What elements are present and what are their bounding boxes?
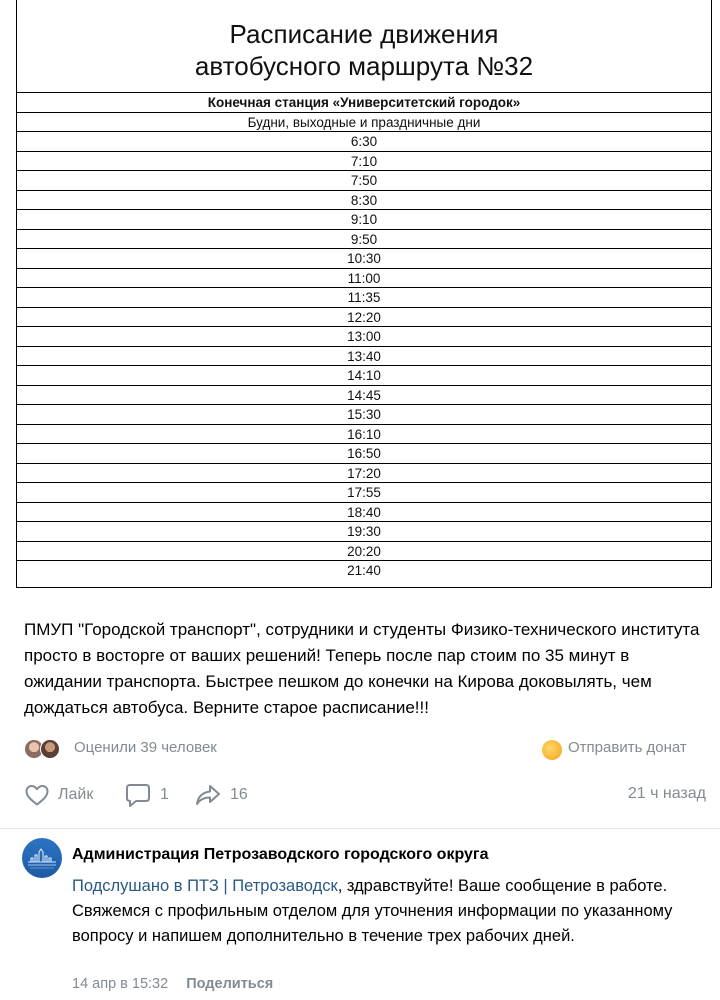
schedule-time-row: 14:10 xyxy=(17,365,711,385)
schedule-time-row: 8:30 xyxy=(17,190,711,210)
comments-count: 1 xyxy=(160,786,169,803)
comment-body: , здравствуйте! Ваше сообщение в работе. Свяжемся с профильным отделом для уточнения информации по указанному вопросу и напишем дополнительно в течение трех рабочих дней. xyxy=(72,877,673,945)
schedule-station: Конечная станция «Университетский городок» xyxy=(17,92,711,112)
schedule-days: Будни, выходные и праздничные дни xyxy=(17,112,711,132)
schedule-time-row: 20:20 xyxy=(17,541,711,561)
schedule-time-row: 18:40 xyxy=(17,502,711,522)
post-text: ПМУП "Городской транспорт", сотрудники и студенты Физико-технического института просто в восторге от ваших решений! Теперь после пар стоим по 35 минут в ожидании транспорта. Быстрее пешком до конечки на Кирова доковылять, чем дождаться автобуса. Верните старое расписание!!! xyxy=(24,620,700,717)
schedule-title xyxy=(17,0,711,92)
city-skyline-icon xyxy=(22,838,62,878)
schedule-time-row: 9:10 xyxy=(17,209,711,229)
schedule-time-row: 13:00 xyxy=(17,326,711,346)
comment-mention[interactable]: Подслушано в ПТЗ | Петрозаводск xyxy=(72,877,338,895)
schedule-time-row: 16:10 xyxy=(17,424,711,444)
comment-author-avatar[interactable] xyxy=(22,838,62,878)
schedule-time-row: 13:40 xyxy=(17,346,711,366)
likes-summary[interactable]: Оценили 39 человек xyxy=(74,739,217,756)
schedule-time-row: 7:10 xyxy=(17,151,711,171)
avatar xyxy=(40,739,60,759)
donate-label: Отправить донат xyxy=(568,739,687,756)
donate-button[interactable] xyxy=(542,738,708,760)
schedule-time-row: 17:20 xyxy=(17,463,711,483)
heart-icon xyxy=(24,783,50,807)
schedule-time-row: 17:55 xyxy=(17,482,711,502)
schedule-time-row: 14:45 xyxy=(17,385,711,405)
schedule-time-row: 6:30 xyxy=(17,131,711,151)
schedule-time-row: 19:30 xyxy=(17,521,711,541)
comment-text xyxy=(72,874,708,949)
divider xyxy=(0,828,720,829)
post-action-bar xyxy=(24,780,708,810)
coin-icon xyxy=(542,740,562,760)
comment-author[interactable]: Администрация Петрозаводского городского округа xyxy=(72,846,489,863)
likes-line xyxy=(24,736,708,762)
schedule-title-line1: Расписание движения xyxy=(229,19,499,49)
schedule-time-row: 16:50 xyxy=(17,443,711,463)
comment-share-button[interactable]: Поделиться xyxy=(186,976,274,992)
schedule-image[interactable] xyxy=(16,0,712,588)
schedule-time-row: 11:35 xyxy=(17,287,711,307)
like-label: Лайк xyxy=(58,786,94,803)
liker-avatars[interactable] xyxy=(24,739,66,759)
like-button[interactable] xyxy=(24,780,93,810)
schedule-time-row: 21:40 xyxy=(17,560,711,580)
share-arrow-icon xyxy=(194,782,222,808)
schedule-time-row: 7:50 xyxy=(17,170,711,190)
schedule-title-line2: автобусного маршрута №32 xyxy=(194,51,534,81)
comment-bubble-icon xyxy=(124,782,152,808)
schedule-time-row: 11:00 xyxy=(17,268,711,288)
comment-meta xyxy=(72,976,273,996)
share-button[interactable] xyxy=(194,780,248,810)
schedule-time-row: 15:30 xyxy=(17,404,711,424)
schedule-time-row: 10:30 xyxy=(17,248,711,268)
comment-date[interactable]: 14 апр в 15:32 xyxy=(72,976,169,992)
shares-count: 16 xyxy=(230,786,248,803)
comment-button[interactable] xyxy=(124,780,169,810)
post-time[interactable]: 21 ч назад xyxy=(627,785,706,802)
schedule-time-row: 12:20 xyxy=(17,307,711,327)
schedule-times xyxy=(17,131,711,580)
schedule-time-row: 9:50 xyxy=(17,229,711,249)
